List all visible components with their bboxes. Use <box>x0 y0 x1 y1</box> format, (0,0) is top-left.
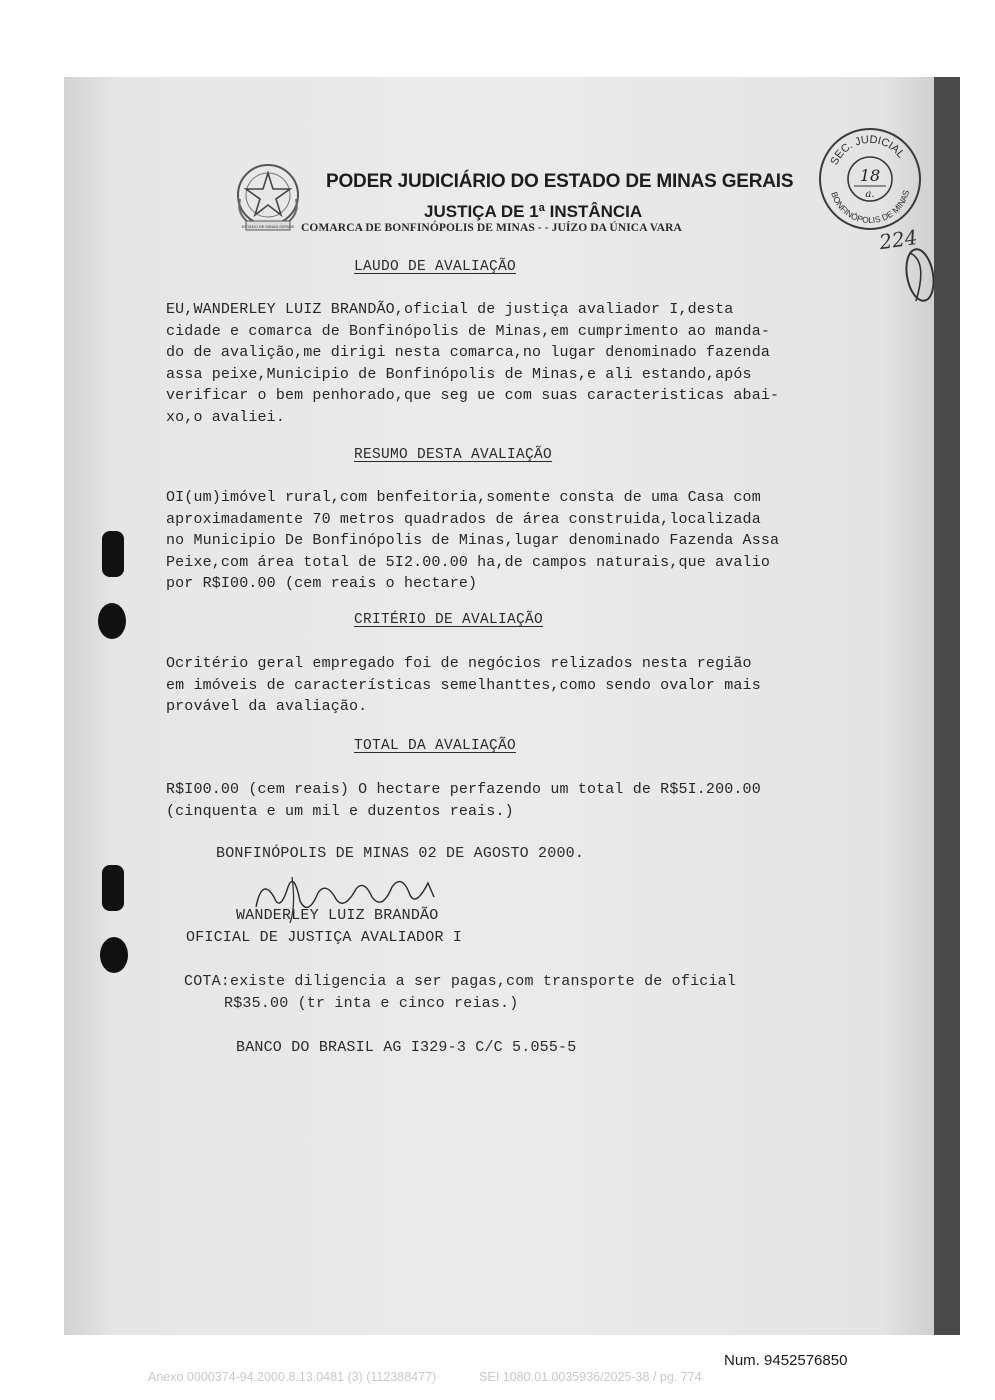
seal-top-text: SEC. JUDICIAL <box>828 133 907 168</box>
instance-title: JUSTIÇA DE 1ª INSTÂNCIA <box>424 202 643 221</box>
resumo-paragraph: OI(um)imóvel rural,com benfeitoria,somente consta de uma Casa com aproximadamente 70 metros quadrados de área construida,localizada no Municipio De Bonfinópolis de Minas,lugar denominado Fazenda Assa Peixe,com área total de 5I2.00.00 ha,de campos naturais,que avalio por R$I00.00 (cem reais o hectare) <box>166 489 780 592</box>
bank-line: BANCO DO BRASIL AG I329-3 C/C 5.055-5 <box>236 1039 577 1056</box>
cota-line-1: COTA:existe diligencia a ser pagas,com transporte de oficial <box>184 973 737 990</box>
laudo-title: LAUDO DE AVALIAÇÃO <box>354 259 517 275</box>
footer-reference <box>148 1370 948 1384</box>
signer-role: OFICIAL DE JUSTIÇA AVALIADOR I <box>186 929 463 946</box>
seal-handwritten-mark: a. <box>865 189 875 200</box>
sei-reference: SEI 1080.01.0035936/2025-38 / pg. 774 <box>479 1370 702 1384</box>
total-paragraph: R$I00.00 (cem reais) O hectare perfazendo um total de R$5I.200.00 (cinquenta e um mil e duzentos reais.) <box>166 781 761 820</box>
place-date: BONFINÓPOLIS DE MINAS 02 DE AGOSTO 2000. <box>216 845 585 862</box>
document-number: Num. 9452576850 <box>724 1352 848 1369</box>
state-crest-icon <box>232 159 304 237</box>
crest-banner-text: ESTADO DE MINAS GERAIS <box>241 224 295 229</box>
comarca-line: COMARCA DE BONFINÓPOLIS DE MINAS - - JUÍZO DA ÚNICA VARA <box>301 222 682 234</box>
cota-line-2: R$35.00 (tr inta e cinco reias.) <box>224 995 519 1012</box>
intro-paragraph: EU,WANDERLEY LUIZ BRANDÃO,oficial de justiça avaliador I,desta cidade e comarca de Bonfinópolis de Minas,em cumprimento ao manda- do de avalição,me dirigi nesta comarca,no lugar denominado fazenda assa peixe,Municipio de Bonfinópolis de Minas,e ali estando,após verificar o bem penhorado,que seg ue com suas caracteristicas abai- xo,o avaliei. <box>166 301 780 426</box>
punch-hole <box>98 603 126 639</box>
punch-hole <box>102 531 124 577</box>
signer-name: WANDERLEY LUIZ BRANDÃO <box>236 907 439 924</box>
punch-hole <box>100 937 128 973</box>
criterio-title: CRITÉRIO DE AVALIAÇÃO <box>354 612 544 628</box>
paper-sheet <box>64 77 934 1335</box>
margin-number: 224 <box>877 225 919 255</box>
judicial-seal-stamp <box>816 125 924 233</box>
scan-edge <box>934 77 960 1335</box>
institution-title: PODER JUDICIÁRIO DO ESTADO DE MINAS GERAIS <box>326 171 794 192</box>
seal-number: 18 <box>859 166 881 185</box>
resumo-title: RESUMO DESTA AVALIAÇÃO <box>354 447 553 463</box>
total-title: TOTAL DA AVALIAÇÃO <box>354 738 517 754</box>
annex-reference: Anexo 0000374-94.2000.8.13.0481 (3) (112388477) <box>148 1370 437 1384</box>
seal-bottom-text: BONFINÓPOLIS DE MINAS <box>829 188 912 226</box>
punch-hole <box>102 865 124 911</box>
criterio-paragraph: Ocritério geral empregado foi de negócios relizados nesta região em imóveis de características semelhanttes,como sendo ovalor mais provável da avaliação. <box>166 655 761 715</box>
scanned-page <box>64 77 960 1335</box>
